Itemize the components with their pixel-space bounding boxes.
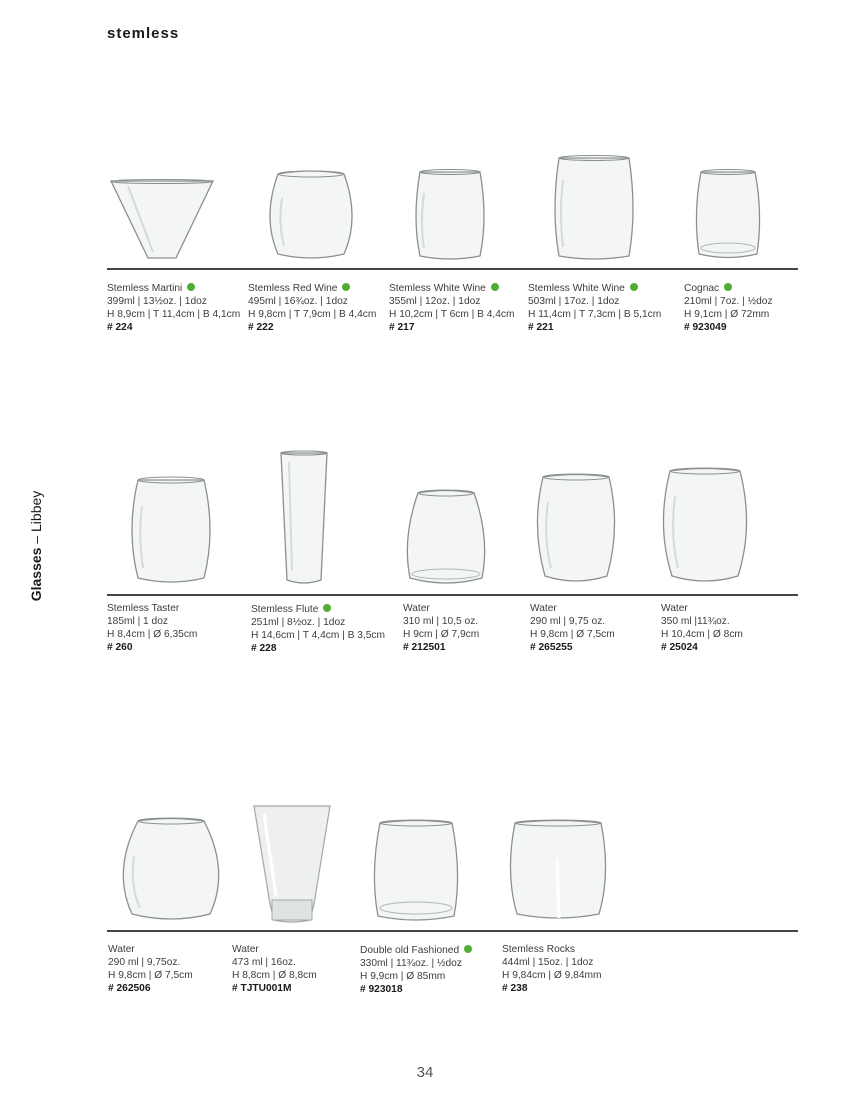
product-volume: 251ml | 8½oz. | 1doz bbox=[251, 617, 346, 628]
product-info bbox=[107, 282, 240, 334]
product-volume: 310 ml | 10,5 oz. bbox=[403, 616, 479, 627]
glass-image-cognac bbox=[693, 168, 763, 262]
product-volume: 473 ml | 16oz. bbox=[232, 957, 296, 968]
product-info bbox=[248, 282, 376, 334]
section-title: stemless bbox=[107, 25, 180, 42]
product-code: # 923049 bbox=[684, 322, 727, 333]
product-volume: 290 ml | 9,75 oz. bbox=[530, 616, 606, 627]
product-info bbox=[684, 282, 773, 334]
side-label-rest: – Libbey bbox=[28, 490, 44, 548]
product-info bbox=[661, 602, 743, 654]
product-code: # 262506 bbox=[108, 983, 151, 994]
product-dimensions: H 9,84cm | Ø 9,84mm bbox=[502, 970, 602, 981]
product-code: # 260 bbox=[107, 642, 133, 653]
availability-dot-icon bbox=[323, 604, 331, 612]
product-dimensions: H 9,9cm | Ø 85mm bbox=[360, 971, 446, 982]
availability-dot-icon bbox=[491, 283, 499, 291]
product-info bbox=[502, 943, 601, 995]
glass-image-stemless-rocks bbox=[507, 818, 609, 922]
shelf-rule bbox=[107, 594, 798, 596]
product-name: Stemless Rocks bbox=[502, 944, 576, 955]
product-code: # 221 bbox=[528, 322, 554, 333]
product-info bbox=[403, 602, 479, 654]
product-code: # TJTU001M bbox=[232, 983, 292, 994]
product-name: Water bbox=[232, 944, 259, 955]
product-name: Stemless Martini bbox=[107, 283, 183, 294]
product-info bbox=[251, 603, 385, 655]
product-dimensions: H 8,9cm | T 11,4cm | B 4,1cm bbox=[107, 309, 241, 320]
product-info bbox=[389, 282, 515, 334]
product-name: Water bbox=[530, 603, 557, 614]
product-code: # 25024 bbox=[661, 642, 698, 653]
product-name: Stemless Flute bbox=[251, 604, 319, 615]
glass-image-stemless-taster bbox=[130, 476, 212, 586]
product-dimensions: H 8,4cm | Ø 6,35cm bbox=[107, 629, 198, 640]
product-code: # 265255 bbox=[530, 642, 573, 653]
product-volume: 290 ml | 9,75oz. bbox=[108, 957, 181, 968]
side-label-bold: Glasses bbox=[28, 547, 44, 602]
product-info bbox=[107, 602, 197, 654]
product-name: Stemless White Wine bbox=[528, 283, 625, 294]
product-dimensions: H 10,4cm | Ø 8cm bbox=[661, 629, 743, 640]
product-code: # 212501 bbox=[403, 642, 446, 653]
product-dimensions: H 8,8cm | Ø 8,8cm bbox=[232, 970, 317, 981]
product-volume: 210ml | 7oz. | ½doz bbox=[684, 296, 773, 307]
product-name: Water bbox=[108, 944, 135, 955]
glass-image-stemless-red-wine bbox=[268, 168, 354, 262]
product-dimensions: H 9,8cm | Ø 7,5cm bbox=[530, 629, 615, 640]
glass-image-double-old-fashioned bbox=[372, 818, 460, 924]
product-code: # 224 bbox=[107, 322, 133, 333]
glass-image-water-25024 bbox=[662, 466, 748, 586]
glass-image-stemless-flute bbox=[277, 450, 331, 586]
shelf-rule bbox=[107, 268, 798, 270]
product-info bbox=[360, 944, 472, 996]
product-info bbox=[530, 602, 615, 654]
availability-dot-icon bbox=[464, 945, 472, 953]
product-dimensions: H 9,1cm | Ø 72mm bbox=[684, 309, 770, 320]
product-info bbox=[528, 282, 661, 334]
product-volume: 355ml | 12oz. | 1doz bbox=[389, 296, 481, 307]
product-name: Water bbox=[403, 603, 430, 614]
glass-image-water-265255 bbox=[535, 472, 617, 586]
availability-dot-icon bbox=[342, 283, 350, 291]
product-volume: 350 ml |11¾oz. bbox=[661, 616, 730, 627]
glass-image-stemless-white-wine-221 bbox=[553, 155, 635, 262]
shelf-rule bbox=[107, 930, 798, 932]
product-info bbox=[232, 943, 317, 995]
product-volume: 399ml | 13½oz. | 1doz bbox=[107, 296, 207, 307]
product-dimensions: H 9,8cm | Ø 7,5cm bbox=[108, 970, 193, 981]
availability-dot-icon bbox=[724, 283, 732, 291]
availability-dot-icon bbox=[630, 283, 638, 291]
glass-image-stemless-martini bbox=[108, 178, 216, 262]
product-dimensions: H 9,8cm | T 7,9cm | B 4,4cm bbox=[248, 309, 377, 320]
glass-image-stemless-white-wine-217 bbox=[414, 168, 486, 262]
product-name: Stemless White Wine bbox=[389, 283, 486, 294]
glass-image-water-262506 bbox=[118, 816, 224, 924]
product-name: Double old Fashioned bbox=[360, 945, 460, 956]
product-code: # 923018 bbox=[360, 984, 403, 995]
product-code: # 222 bbox=[248, 322, 274, 333]
product-dimensions: H 9cm | Ø 7,9cm bbox=[403, 629, 480, 640]
product-volume: 503ml | 17oz. | 1doz bbox=[528, 296, 620, 307]
product-dimensions: H 10,2cm | T 6cm | B 4,4cm bbox=[389, 309, 515, 320]
product-name: Cognac bbox=[684, 283, 720, 294]
product-dimensions: H 11,4cm | T 7,3cm | B 5,1cm bbox=[528, 309, 662, 320]
product-name: Stemless Red Wine bbox=[248, 283, 338, 294]
product-code: # 217 bbox=[389, 322, 415, 333]
product-name: Water bbox=[661, 603, 688, 614]
product-code: # 238 bbox=[502, 983, 528, 994]
product-info bbox=[108, 943, 193, 995]
glass-image-water-tjtu001m bbox=[250, 804, 334, 924]
availability-dot-icon bbox=[187, 283, 195, 291]
product-volume: 185ml | 1 doz bbox=[107, 616, 168, 627]
product-volume: 330ml | 11¾oz. | ½doz bbox=[360, 958, 462, 969]
product-volume: 495ml | 16¾oz. | 1doz bbox=[248, 296, 348, 307]
product-dimensions: H 14,6cm | T 4,4cm | B 3,5cm bbox=[251, 630, 386, 641]
glass-image-water-212501 bbox=[404, 488, 488, 588]
product-name: Stemless Taster bbox=[107, 603, 180, 614]
page-number: 34 bbox=[416, 1064, 434, 1081]
product-volume: 444ml | 15oz. | 1doz bbox=[502, 957, 594, 968]
side-label bbox=[28, 491, 44, 602]
product-code: # 228 bbox=[251, 643, 277, 654]
